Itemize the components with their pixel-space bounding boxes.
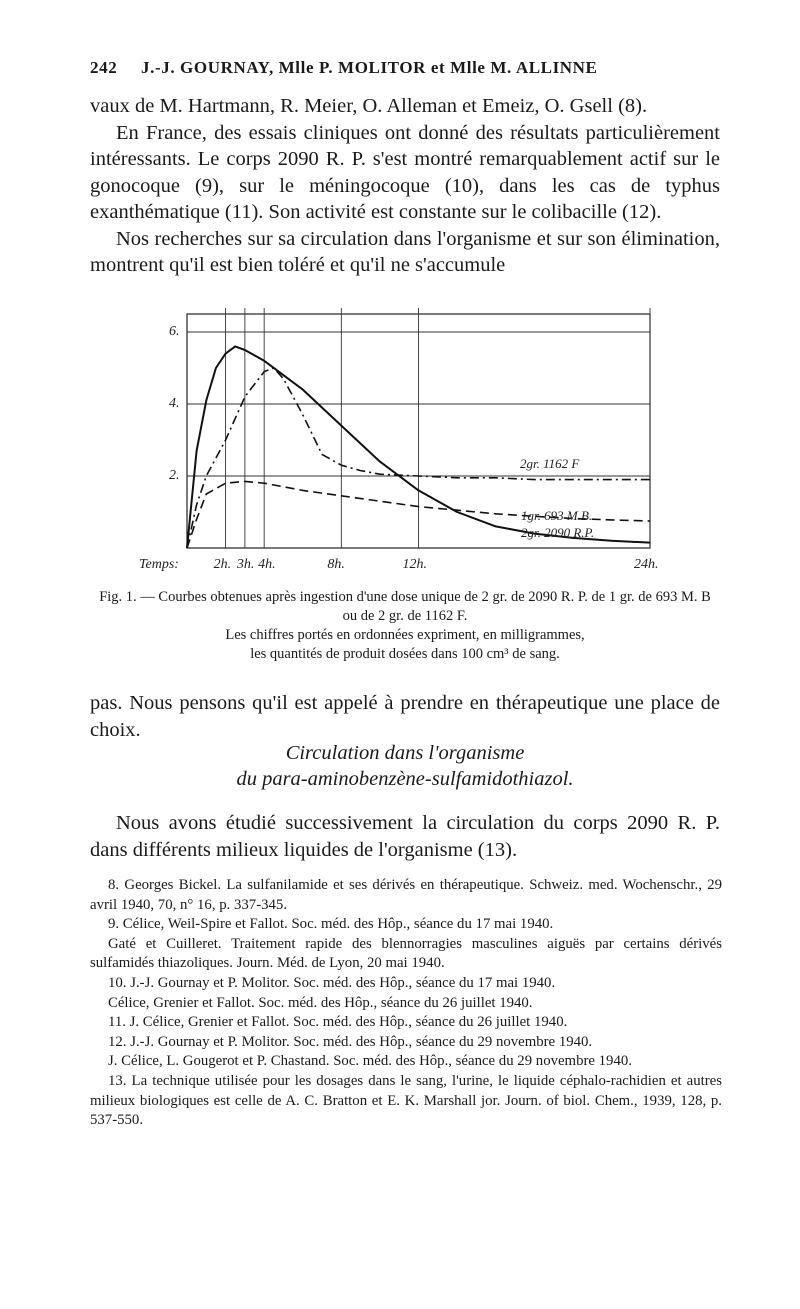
caption-line: Les chiffres portés en ordonnées expriment, en milligrammes, [225,627,585,643]
x-axis-label: Temps: [139,557,179,572]
reference-item: Célice, Grenier et Fallot. Soc. méd. des Hôp., séance du 26 juillet 1940. [108,994,533,1011]
running-header [90,58,716,78]
blood-concentration-chart [135,300,675,590]
figure-caption [92,588,718,664]
y-tick-label: 6. [169,324,180,339]
reference-item: 9. Célice, Weil-Spire et Fallot. Soc. méd. des Hôp., séance du 17 mai 1940. [108,916,554,933]
body-text-bottom [90,810,720,863]
paragraph: En France, des essais cliniques ont donné des résultats particulièrement intéressants. Le corps 2090 R. P. s'est montré remarquablement actif sur le gonocoque (9), sur le méningocoque (10), dans les cas de typhus exanthématique (11). Son activité est constante sur le colibacille (12). [90,121,720,223]
reference-item: 10. J.-J. Gournay et P. Molitor. Soc. méd. des Hôp., séance du 17 mai 1940. [108,974,556,991]
x-tick-label: 2h. [213,557,232,572]
x-tick-label: 4h. [258,557,276,572]
section-title-line: Circulation dans l'organisme [285,742,525,764]
reference-item: 8. Georges Bickel. La sulfanilamide et ses dérivés en thérapeutique. Schweiz. med. Wochenschr., 29 avril 1940, 70, n° 16, p. 337-345. [90,877,722,913]
caption-lead: Fig. 1. — Courbes obtenues après ingestion d'une dose unique de 2 gr. de 2090 R. P. de 1 gr. de 693 M. B ou de 2 gr. de 1162 F. [99,589,711,624]
body-text-mid [90,690,720,743]
x-tick-label: 12h. [402,557,427,572]
section-title [90,740,720,792]
reference-item: 12. J.-J. Gournay et P. Molitor. Soc. méd. des Hôp., séance du 29 novembre 1940. [108,1033,593,1050]
reference-item: 13. La technique utilisée pour les dosages dans le sang, l'urine, le liquide céphalo-rachidien et autres milieux biologiques est celle de A. C. Bratton et E. K. Marshall jor. Journ. of biol. Chem., 1939, 128, p. 537-550. [90,1072,722,1129]
reference-item: J. Célice, L. Gougerot et P. Chastand. Soc. méd. des Hôp., séance du 29 novembre 1940. [108,1053,632,1070]
x-tick-label: 24h. [634,557,659,572]
header-authors: J.-J. GOURNAY, Mlle P. MOLITOR et Mlle M. ALLINNE [141,58,598,77]
reference-item: Gaté et Cuilleret. Traitement rapide des blennorragies masculines aiguës par certains dérivés sulfamidés thiazoliques. Journ. Méd. de Lyon, 20 mai 1940. [90,935,722,972]
paragraph: Nos recherches sur sa circulation dans l'organisme et sur son élimination, montrent qu'il est bien toléré et qu'il ne s'accumule [90,227,720,276]
body-text-top [90,93,720,279]
paragraph: Nous avons étudié successivement la circulation du corps 2090 R. P. dans différents milieux liquides de l'organisme (13). [90,812,720,861]
paragraph: vaux de M. Hartmann, R. Meier, O. Alleman et Emeiz, O. Gsell (8). [90,95,648,117]
page-number: 242 [90,58,118,77]
series-annotation: 2gr. 2090 R.P. [521,525,595,540]
references [90,876,722,1131]
series-annotation: 2gr. 1162 F [520,456,580,471]
y-tick-label: 4. [169,396,180,411]
caption-line: les quantités de produit dosées dans 100 cm³ de sang. [250,646,560,662]
y-tick-label: 2. [169,468,180,483]
paragraph: pas. Nous pensons qu'il est appelé à prendre en thérapeutique une place de choix. [90,692,720,741]
x-tick-label: 3h. [236,557,255,572]
x-tick-label: 8h. [327,557,345,572]
section-title-line: du para-aminobenzène-sulfamidothiazol. [236,768,574,790]
reference-item: 11. J. Célice, Grenier et Fallot. Soc. méd. des Hôp., séance du 26 juillet 1940. [108,1014,568,1031]
figure-1 [135,300,675,590]
series-annotation: 1gr. 693 M.B. [521,508,593,523]
chart-labels [139,324,659,572]
